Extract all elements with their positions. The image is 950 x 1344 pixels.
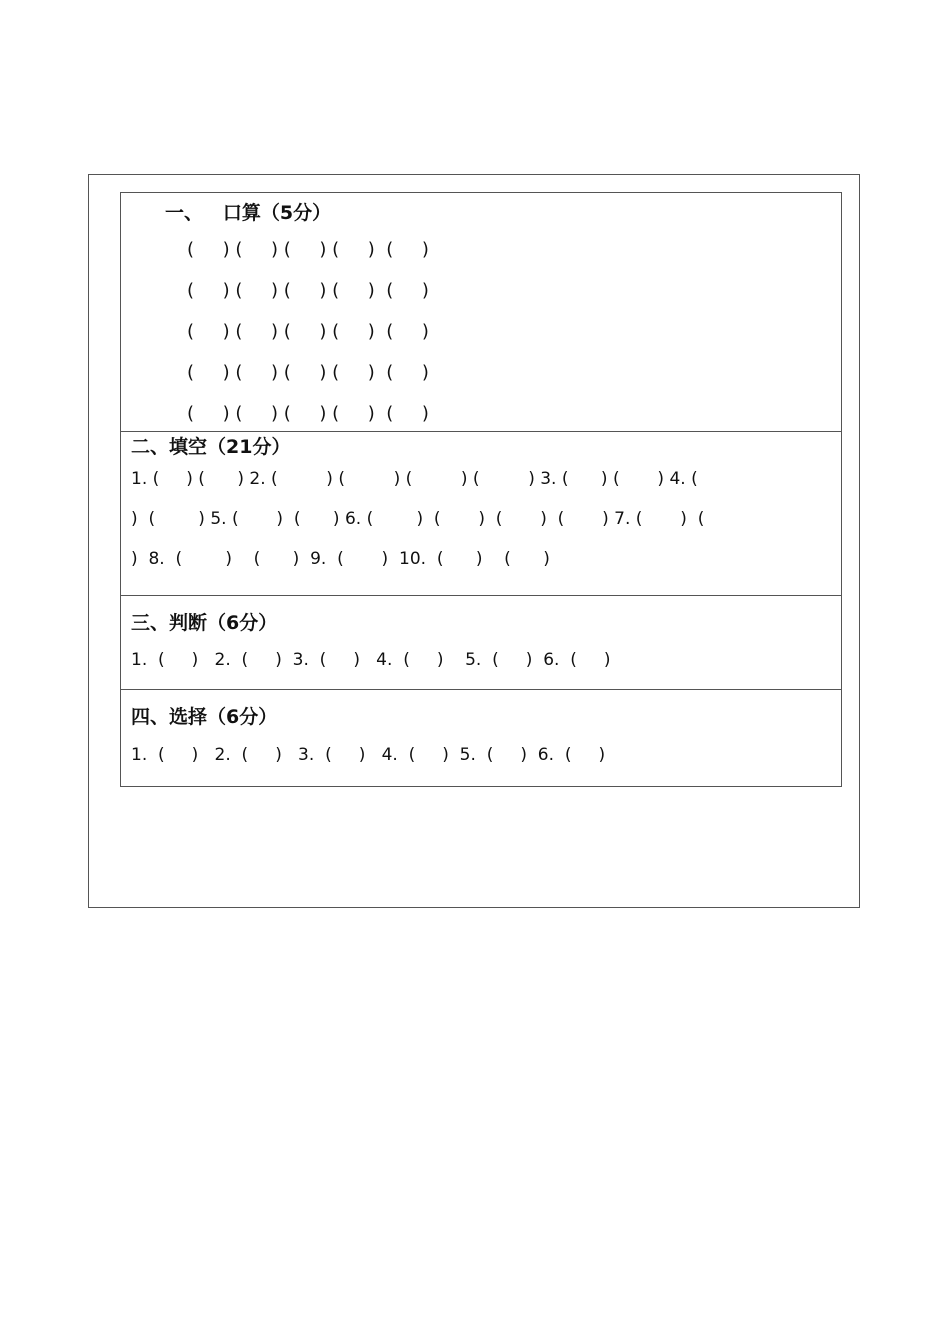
section-true-false — [121, 595, 841, 689]
section-oral-calculation — [121, 193, 841, 431]
answer-row: ( ) ( ) ( ) ( ) ( ) — [187, 362, 429, 383]
answer-sheet-table — [120, 192, 842, 787]
answer-line: ) ( ) 5. ( ) ( ) 6. ( ) ( ) ( ) ( ) 7. ( ) ( — [131, 509, 705, 529]
section-title: 三、判断（6分） — [131, 612, 278, 634]
section-title: 二、填空（21分） — [131, 436, 291, 458]
answer-row: ( ) ( ) ( ) ( ) ( ) — [187, 321, 429, 342]
answer-line: ) 8. ( ) ( ) 9. ( ) 10. ( ) ( ) — [131, 549, 550, 569]
section-multiple-choice — [121, 689, 841, 786]
answer-line: 1. ( ) 2. ( ) 3. ( ) 4. ( ) 5. ( ) 6. ( ) — [131, 650, 611, 670]
section-fill-in-blanks — [121, 431, 841, 595]
answer-row: ( ) ( ) ( ) ( ) ( ) — [187, 403, 429, 424]
section-title: 一、 口算（5分） — [165, 202, 332, 224]
answer-row: ( ) ( ) ( ) ( ) ( ) — [187, 280, 429, 301]
answer-line: 1. ( ) ( ) 2. ( ) ( ) ( ) ( ) 3. ( ) ( ) 4. ( — [131, 469, 698, 489]
answer-line: 1. ( ) 2. ( ) 3. ( ) 4. ( ) 5. ( ) 6. ( ) — [131, 745, 606, 765]
section-title: 四、选择（6分） — [131, 706, 278, 728]
answer-row: ( ) ( ) ( ) ( ) ( ) — [187, 239, 429, 260]
